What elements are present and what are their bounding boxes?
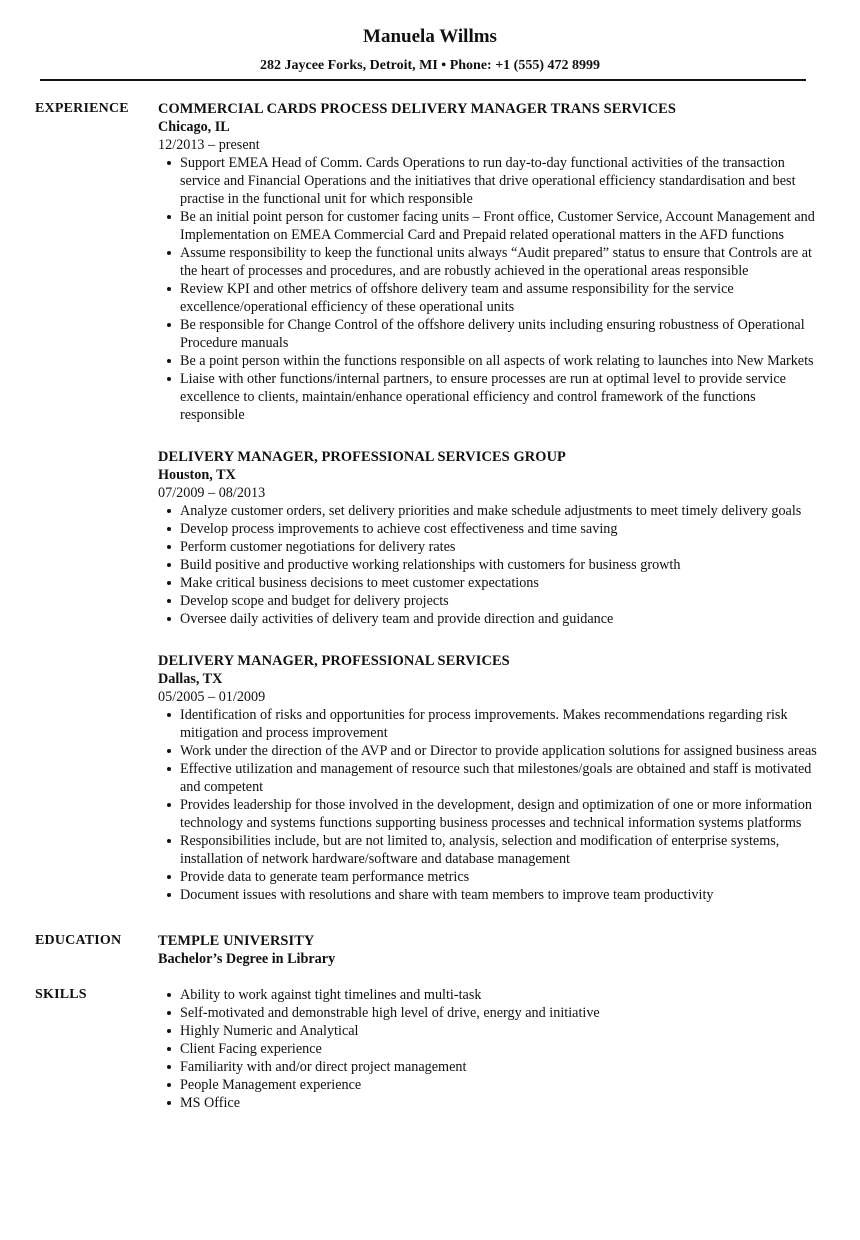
skill-item: Self-motivated and demonstrable high level of drive, energy and initiative <box>180 1004 820 1022</box>
bullet-item: Develop scope and budget for delivery projects <box>180 592 820 610</box>
bullet-item: Develop process improvements to achieve cost effectiveness and time saving <box>180 520 820 538</box>
job-entry <box>158 652 820 904</box>
bullet-item: Assume responsibility to keep the functional units always “Audit prepared” status to ensure that Controls are at the heart of processes and procedures, and are robustly achieved in the operational areas responsible <box>180 244 820 280</box>
skill-item: MS Office <box>180 1094 820 1112</box>
skill-item: Client Facing experience <box>180 1040 820 1058</box>
education-label: EDUCATION <box>35 933 122 948</box>
contact-line: 282 Jaycee Forks, Detroit, MI • Phone: +1 (555) 472 8999 <box>259 58 600 73</box>
job-location: Chicago, IL <box>158 119 230 135</box>
job-entry <box>158 448 820 628</box>
bullet-item: Provide data to generate team performance metrics <box>180 868 820 886</box>
job-bullets <box>158 154 820 424</box>
job-dates: 05/2005 – 01/2009 <box>158 689 266 705</box>
job-location: Dallas, TX <box>158 671 223 687</box>
skills-label: SKILLS <box>35 987 87 1002</box>
bullet-item: Review KPI and other metrics of offshore delivery team and assume responsibility for the service excellence/operational efficiency of these operational units <box>180 280 820 316</box>
job-bullets <box>158 502 820 628</box>
bullet-item: Support EMEA Head of Comm. Cards Operations to run day-to-day functional activities of the transaction service and Financial Operations and the initiatives that drive operational efficiency standardisation and best practise in the functional unit for which responsible <box>180 154 820 208</box>
job-title: DELIVERY MANAGER, PROFESSIONAL SERVICES GROUP <box>158 449 566 465</box>
bullet-item: Be an initial point person for customer facing units – Front office, Customer Service, Account Management and Implementation on EMEA Commercial Card and Prepaid related operational matters in the AFD functions <box>180 208 820 244</box>
bullet-item: Identification of risks and opportunities for process improvements. Makes recommendations regarding risk mitigation and process improvement <box>180 706 820 742</box>
bullet-item: Perform customer negotiations for delivery rates <box>180 538 820 556</box>
bullet-item: Be a point person within the functions responsible on all aspects of work relating to launches into New Markets <box>180 352 820 370</box>
bullet-item: Work under the direction of the AVP and or Director to provide application solutions for assigned business areas <box>180 742 820 760</box>
bullet-item: Responsibilities include, but are not limited to, analysis, selection and modification of enterprise systems, installation of network hardware/software and database management <box>180 832 820 868</box>
experience-label: EXPERIENCE <box>35 101 129 116</box>
job-bullets <box>158 706 820 904</box>
skills-list <box>158 986 820 1112</box>
job-entry <box>158 100 820 424</box>
bullet-item: Make critical business decisions to meet customer expectations <box>180 574 820 592</box>
resume-header <box>0 0 860 81</box>
job-location: Houston, TX <box>158 467 236 483</box>
bullet-item: Effective utilization and management of resource such that milestones/goals are obtained and staff is motivated and competent <box>180 760 820 796</box>
job-title: DELIVERY MANAGER, PROFESSIONAL SERVICES <box>158 653 510 669</box>
candidate-name: Manuela Willms <box>363 26 497 47</box>
education-degree: Bachelor’s Degree in Library <box>158 951 336 967</box>
skill-item: Familiarity with and/or direct project management <box>180 1058 820 1076</box>
bullet-item: Analyze customer orders, set delivery priorities and make schedule adjustments to meet timely delivery goals <box>180 502 820 520</box>
skills-section <box>0 986 860 1112</box>
bullet-item: Document issues with resolutions and share with team members to improve team productivity <box>180 886 820 904</box>
job-dates: 07/2009 – 08/2013 <box>158 485 266 501</box>
skill-item: Ability to work against tight timelines and multi-task <box>180 986 820 1004</box>
header-divider <box>40 79 806 81</box>
skill-item: Highly Numeric and Analytical <box>180 1022 820 1040</box>
bullet-item: Build positive and productive working relationships with customers for business growth <box>180 556 820 574</box>
education-section <box>0 932 860 968</box>
bullet-item: Liaise with other functions/internal partners, to ensure processes are run at optimal level to provide service excellence to clients, maintain/enhance operational efficiency and control framework of the functions responsible <box>180 370 820 424</box>
skill-item: People Management experience <box>180 1076 820 1094</box>
experience-section <box>0 100 860 904</box>
bullet-item: Provides leadership for those involved in the development, design and optimization of one or more information technology and systems functions supporting business processes and technical information systems platforms <box>180 796 820 832</box>
bullet-item: Oversee daily activities of delivery team and provide direction and guidance <box>180 610 820 628</box>
bullet-item: Be responsible for Change Control of the offshore delivery units including ensuring robustness of Operational Procedure manuals <box>180 316 820 352</box>
job-dates: 12/2013 – present <box>158 137 260 153</box>
job-title: COMMERCIAL CARDS PROCESS DELIVERY MANAGER TRANS SERVICES <box>158 101 676 117</box>
education-school: TEMPLE UNIVERSITY <box>158 933 315 949</box>
